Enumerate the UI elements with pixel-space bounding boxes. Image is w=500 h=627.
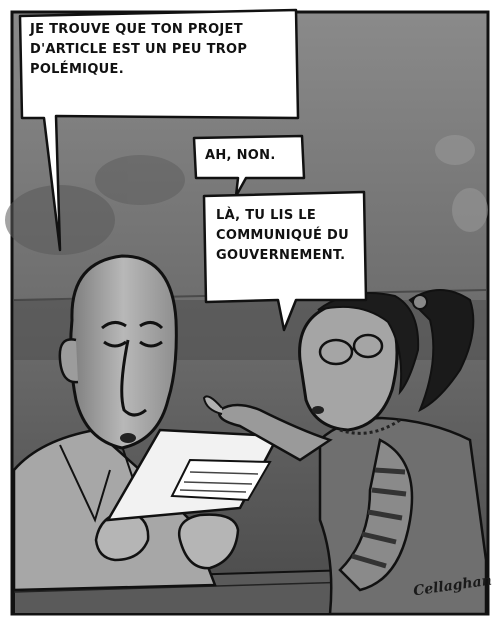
speech-text-man: JE TROUVE QUE TON PROJET D'ARTICLE EST UN PEU TROP POLÉMIQUE. (30, 22, 248, 77)
speech-text-woman-2: LÀ, TU LIS LE COMMUNIQUÉ DU GOUVERNEMENT. (216, 208, 349, 263)
speech-text-woman-1: AH, NON. (205, 148, 276, 163)
artist-signature: Cellaghan (412, 572, 493, 600)
